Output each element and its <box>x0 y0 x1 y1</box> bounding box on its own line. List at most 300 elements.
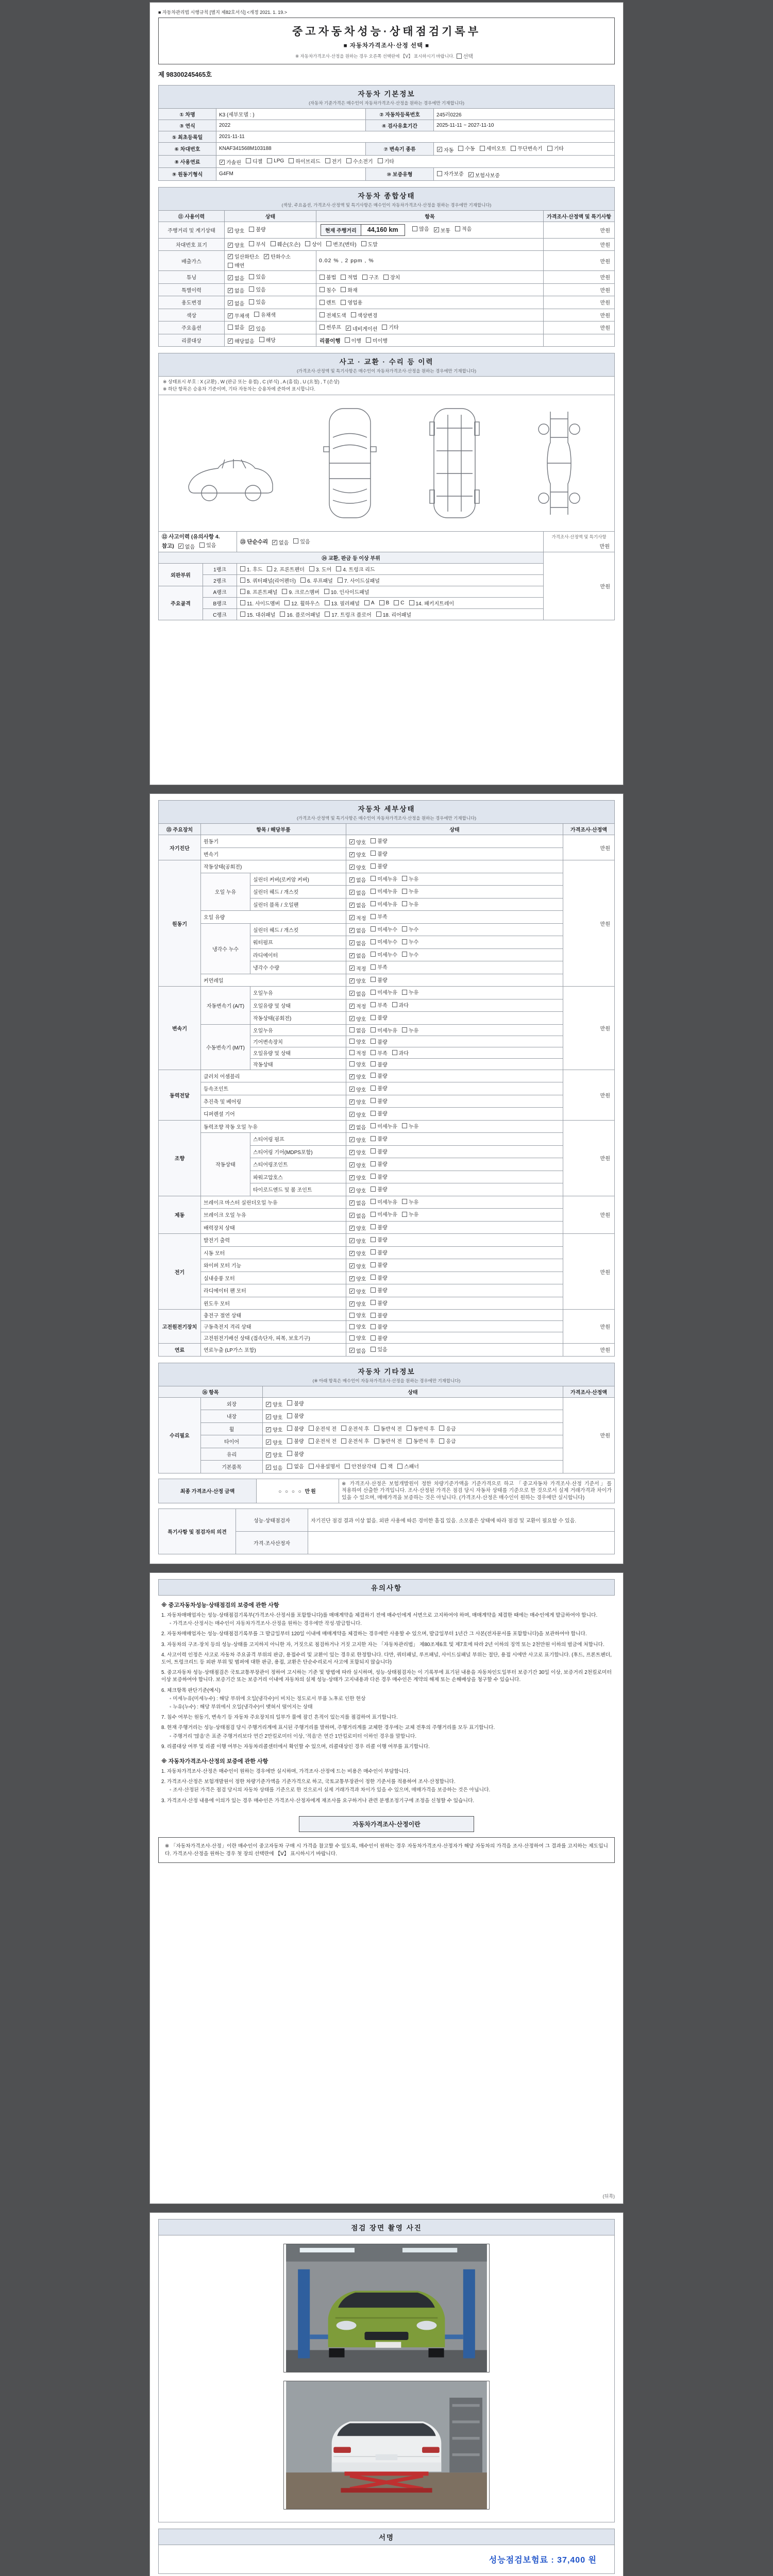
page-subtitle: ■ 자동차가격조사·산정 선택 ■ <box>343 43 430 49</box>
device-subgroup: 수동변속기 (M/T) <box>201 1024 250 1070</box>
field-label: ⑨ 원동기형식 <box>159 168 216 181</box>
row-label: 용도변경 <box>159 296 225 309</box>
rankC-checks <box>237 608 544 620</box>
state-checks <box>346 1012 563 1025</box>
usage-change-detail-checks <box>316 296 544 309</box>
car-top-view-diagram <box>311 401 389 525</box>
col-price: 가격조사·산정액 <box>563 1386 615 1397</box>
tuning-checks <box>225 271 316 284</box>
checkbox-unchecked: 양호 <box>349 1038 366 1045</box>
checkbox-checked: ✓ 적정 <box>350 965 366 972</box>
rank2-checks <box>237 574 544 586</box>
options-checks <box>225 321 316 334</box>
checkbox-unchecked: 미세누유 <box>371 988 397 996</box>
basic-info-table <box>158 108 615 181</box>
checkbox-unchecked: 미세누유 <box>371 875 397 883</box>
state-checks <box>346 1082 563 1095</box>
section-note: (가격조사·산정액 및 특기사항은 매수인이 자동차가격조사·산정을 원하는 경우에만 기재합니다) <box>296 816 477 821</box>
checkbox-unchecked: 불량 <box>371 1248 387 1256</box>
checkbox-unchecked: 누수 <box>402 938 418 945</box>
device-item: 워터펌프 <box>250 936 346 949</box>
device-item: 스티어링 기어(MDPS포함) <box>250 1145 346 1158</box>
device-item: 실린더 커버(로커암 커버) <box>250 873 346 886</box>
etc-item: 외장 <box>201 1397 263 1410</box>
state-checks <box>263 1461 563 1473</box>
recall-detail-cell <box>316 334 544 347</box>
device-item: 실린더 헤드 / 개스킷 <box>250 886 346 899</box>
checkbox-checked: ✓ 양호 <box>350 1288 366 1295</box>
checkbox-unchecked: 불량 <box>371 1299 387 1307</box>
state-checks <box>346 987 563 999</box>
device-item: 스티어링 펌프 <box>250 1133 346 1146</box>
mileage-cell <box>316 222 544 238</box>
overall-condition-table <box>158 210 615 347</box>
checkbox-unchecked: 불량 <box>371 1084 387 1092</box>
checkbox-checked: ✓ 없음 <box>350 1124 366 1131</box>
notice-line: 8. 현재 주행거리는 성능·상태점검 당시 주행거리계에 표시된 주행거리를 말하며, 주행거리계를 교체한 경우에는 교체 전후의 주행거리를 모두 표기합니다. <box>161 1725 495 1731</box>
checkbox-checked: ✓ 있음 <box>266 1464 283 1471</box>
checkbox-checked: ✓ 없음 <box>179 543 195 550</box>
checkbox-unchecked: 불량 <box>371 1160 387 1167</box>
checkbox-unchecked: 하이브리드 <box>289 157 320 165</box>
checkbox-unchecked: 미세누유 <box>371 1198 397 1206</box>
tuning-detail-checks <box>316 271 544 284</box>
checkbox-unchecked: 없음 <box>228 323 244 331</box>
device-item: 브레이크 오일 누유 <box>201 1209 346 1222</box>
checkbox-unchecked: 부식 <box>249 240 265 248</box>
checkbox-unchecked: 누유 <box>402 1210 418 1218</box>
checkbox-checked: ✓ 없음 <box>350 927 366 934</box>
checkbox-unchecked: 무단변속기 <box>511 144 542 152</box>
inspection-photo-rear <box>283 2381 490 2510</box>
field-label: ③ 연식 <box>159 120 216 131</box>
checkbox-unchecked: 자가보증 <box>437 170 464 177</box>
checkbox-unchecked: 17. 트렁크 플로어 <box>325 611 371 618</box>
checkbox-unchecked: 있음 <box>199 541 216 549</box>
device-item: 작동상태(공회전) <box>201 860 346 873</box>
notice-line: ※ 자동차가격조사·산정의 보증에 관한 사항 <box>161 1758 268 1765</box>
price-cell: 만원 <box>563 860 615 987</box>
row-label: 주요옵션 <box>159 321 225 334</box>
checkbox-unchecked: 없음 <box>287 1462 304 1470</box>
device-group: 조향 <box>159 1120 201 1196</box>
section-overall-condition <box>158 187 615 211</box>
checkbox-unchecked: 해당 <box>259 336 276 344</box>
state-checks <box>346 1108 563 1121</box>
recall-done-label: 리콜이행 <box>320 338 341 344</box>
checkbox-unchecked: 부족 <box>371 1001 387 1009</box>
state-checks <box>346 1158 563 1171</box>
checkbox-unchecked: 6. 루프패널 <box>300 577 333 584</box>
field-label: ① 차명 <box>159 109 216 120</box>
state-checks <box>346 860 563 873</box>
state-checks <box>263 1435 563 1448</box>
state-checks <box>346 835 563 848</box>
checkbox-checked: ✓ 없음 <box>228 275 245 282</box>
field-label: ⑧ 사용연료 <box>159 155 216 168</box>
checkbox-unchecked: 불량 <box>287 1425 304 1432</box>
checkbox-checked: ✓ 보통 <box>434 227 450 234</box>
checkbox-unchecked: 동반석 후 <box>407 1437 434 1445</box>
checkbox-checked: ✓ 양호 <box>350 1149 366 1156</box>
section-etc-info <box>158 1363 615 1386</box>
state-checks <box>346 1024 563 1036</box>
field-label: ⑦ 변속기 종류 <box>366 143 434 156</box>
checkbox-checked: ✓ 양호 <box>350 978 366 985</box>
inspection-photo-front <box>283 2244 490 2372</box>
checkbox-unchecked: 불량 <box>371 1038 387 1045</box>
form-reference: ■ 자동차관리법 시행규칙 [별지 제82호서식] <개정 2021. 1. 19.> <box>158 10 287 15</box>
row-label: 특별이력 <box>159 283 225 296</box>
notice-line: 7. 침수 여부는 원동기, 변속기 등 자동차 주요장치의 일부가 물에 잠긴 흔적이 있는지를 점검하여 표기합니다. <box>161 1715 398 1721</box>
checkbox-unchecked: 누수 <box>402 951 418 958</box>
price-cell: 만원 <box>563 1344 615 1357</box>
device-item: 오일유량 및 상태 <box>250 1047 346 1058</box>
accident-history-checks <box>178 544 221 549</box>
price-appraisal-box-text: ※ 「자동차가격조사·산정」이란 매수인이 중고자동차 구매 시 가격을 참고할 수 있도록, 매수인이 원하는 경우 자동차가격조사·산정자가 해당 자동차의 가격을 조사·산정하여 그 결과를 고지하는 제도입니다. 가격조사·산정을 원하는 경우 첫 장의 선택란에 【Ⅴ】 표시하시기 바랍니다. <box>158 1837 615 1863</box>
state-checks <box>346 886 563 899</box>
col-price: 가격조사·산정액 및 특기사항 <box>544 210 615 222</box>
checkbox-unchecked: 미이행 <box>366 336 388 344</box>
price-cell: 만원 <box>563 1196 615 1234</box>
price-cell: 만원 <box>544 296 615 309</box>
device-item: 오일 유량 <box>201 911 346 924</box>
etc-item: 유리 <box>201 1448 263 1461</box>
device-subgroup: 자동변속기 (A/T) <box>201 987 250 1025</box>
checkbox-checked: ✓ 양호 <box>350 1187 366 1194</box>
checkbox-unchecked: C <box>394 600 404 606</box>
checkbox-checked: ✓ 양호 <box>350 1250 366 1257</box>
notice-line: ◦ 누유(누수) : 해당 부위에서 오일(냉각수)이 맺혀서 떨어지는 상태 <box>170 1704 313 1710</box>
device-group: 원동기 <box>159 860 201 987</box>
checkbox-unchecked: 전체도색 <box>320 311 346 319</box>
device-item: 오일유량 및 상태 <box>250 999 346 1012</box>
field-label: ② 자동차등록번호 <box>366 109 434 120</box>
section-basic-info <box>158 85 615 109</box>
checkbox-unchecked: 동반석 전 <box>374 1425 402 1432</box>
checkbox-checked: ✓ 네비게이션 <box>346 325 378 332</box>
state-checks <box>346 1036 563 1047</box>
state-checks <box>346 1332 563 1344</box>
section-title: 사고 · 교환 · 수리 등 이력 <box>339 358 434 366</box>
final-price-label: 최종 가격조사·산정 금액 <box>159 1479 257 1503</box>
checkbox-unchecked: 7. 사이드실패널 <box>338 577 380 584</box>
rankA-checks <box>237 586 544 597</box>
fuel-checks <box>216 155 615 168</box>
device-item: 작동상태(공회전) <box>250 1012 346 1025</box>
emission-checks <box>225 251 316 271</box>
device-item: 등속조인트 <box>201 1082 346 1095</box>
checkbox-unchecked: 변조(변타) <box>326 240 356 248</box>
section-title: 점검 장면 촬영 사진 <box>351 2224 422 2232</box>
checkbox-checked: ✓ 없음 <box>228 300 245 307</box>
checkbox-unchecked: 유채색 <box>254 311 276 318</box>
price-cell: 만원 <box>563 835 615 860</box>
checkbox-unchecked: 구조 <box>362 273 379 281</box>
col-state: 상태 <box>263 1386 563 1397</box>
model-year-value: 2022 <box>216 120 366 131</box>
legend-basis: ※ 하단 항목은 승용차 기준이며, 기타 자동차는 승용차에 준하여 표시합니다. <box>163 386 315 392</box>
notice-line: ◦ 조사·산정된 가격은 점검 당시의 자동차 상태를 기준으로 한 것으로서 실제 거래가격과 차이가 있을 수 있으며, 매매가격을 보증하는 것은 아닙니다. <box>170 1787 491 1793</box>
device-item: 추진축 및 베어링 <box>201 1095 346 1108</box>
checkbox-checked: ✓ 양호 <box>228 242 245 249</box>
checkbox-unchecked: 3. 도어 <box>309 565 331 573</box>
checkbox-unchecked: 전기 <box>325 157 342 165</box>
notice-line: 6. 체크항목 판단기준(예시) <box>161 1687 221 1693</box>
device-group: 동력전달 <box>159 1070 201 1120</box>
checkbox-unchecked: 불법 <box>320 273 336 281</box>
state-checks <box>346 936 563 949</box>
checkbox-unchecked: 기타 <box>382 323 398 331</box>
checkbox-unchecked: 운전석 전 <box>309 1425 337 1432</box>
checkbox-unchecked: 불량 <box>287 1399 304 1407</box>
simple-repair-cell <box>237 532 544 552</box>
checkbox-unchecked: 영업용 <box>341 298 362 306</box>
doc-number: 제 98300245465호 <box>158 71 212 78</box>
price-cell: 만원 <box>563 1397 615 1473</box>
checkbox-unchecked: 13. 필러패널 <box>325 599 360 607</box>
legend-codes: ※ 상태표시 부호 : X (교환) , W (판금 또는 용접) , C (부식) , A (흠집) , U (요철) , T (손상) <box>163 379 340 384</box>
section-note: (※ 아래 항목은 매수인이 자동차가격조사·산정을 원하는 경우에만 기재합니다) <box>312 1378 461 1383</box>
checkbox-unchecked: 1. 후드 <box>240 565 262 573</box>
current-mileage-box <box>321 224 405 236</box>
checkbox-unchecked: 미세누유 <box>371 887 397 895</box>
checkbox-checked: ✓ 양호 <box>350 1162 366 1169</box>
state-checks <box>346 948 563 961</box>
color-checks <box>225 309 316 321</box>
checkbox-unchecked: 불량 <box>371 1274 387 1281</box>
checkbox-unchecked: 불량 <box>371 1060 387 1068</box>
state-code-legend <box>158 377 615 395</box>
price-cell: 만원 <box>563 1310 615 1344</box>
row-label: 주행거리 및 계기상태 <box>159 222 225 238</box>
registration-number-value: 245러0226 <box>434 109 615 120</box>
checkbox-unchecked: 미세누수 <box>371 938 397 945</box>
checkbox-checked: ✓ 탄화수소 <box>264 253 291 260</box>
checkbox-checked: ✓ 없음 <box>350 1212 366 1219</box>
checkbox-unchecked: 누수 <box>402 925 418 933</box>
device-item: 실내송풍 모터 <box>201 1272 346 1284</box>
state-checks <box>346 1058 563 1070</box>
appraiser-role: 가격·조사산정자 <box>236 1532 308 1554</box>
repair-needed-group: 수리필요 <box>159 1397 201 1473</box>
mileage-value: 44,160 km <box>367 226 398 233</box>
rank-label: A랭크 <box>203 586 237 597</box>
checkbox-unchecked: 10. 인사이드패널 <box>324 588 369 596</box>
device-item: 배력장치 상태 <box>201 1221 346 1234</box>
color-detail-checks <box>316 309 544 321</box>
checkbox-unchecked: 있음 <box>371 1345 387 1353</box>
engine-type-value: G4FM <box>216 168 366 181</box>
checkbox-checked: ✓ 양호 <box>266 1414 283 1421</box>
section-note: (가격조사·산정액 및 특기사항은 매수인이 자동차가격조사·산정을 원하는 경우에만 기재합니다) <box>296 368 477 374</box>
checkbox-unchecked: 운전석 후 <box>341 1425 369 1432</box>
price-cell: 만원 <box>544 552 615 620</box>
page-title: 중고자동차성능·상태점검기록부 <box>292 26 481 38</box>
device-item: 연료누출 (LP가스 포함) <box>201 1344 346 1357</box>
checkbox-checked: ✓ 없음 <box>350 902 366 909</box>
appraiser-comment <box>308 1532 615 1554</box>
col-item: 항목 / 해당부품 <box>201 824 346 835</box>
checkbox-checked: ✓ 없음 <box>350 953 366 959</box>
checkbox-unchecked: 적음 <box>455 225 472 232</box>
price-unit: 만원 <box>599 544 610 550</box>
notice-line: 1. 자동차가격조사·산정은 매수인이 원하는 경우에만 실시하며, 가격조사·산정에 드는 비용은 매수인이 부담합니다. <box>161 1769 410 1775</box>
checkbox-unchecked: 응급 <box>439 1437 456 1445</box>
checkbox-unchecked: 누유 <box>402 887 418 895</box>
checkbox-unchecked: 디젤 <box>246 157 262 165</box>
checkbox-checked: ✓ 없음 <box>350 1347 366 1354</box>
back-side-note: (뒤쪽) <box>602 2194 615 2199</box>
checkbox-unchecked: 양호 <box>349 1060 366 1068</box>
checkbox-checked: ✓ 없음 <box>228 287 245 294</box>
state-checks <box>263 1397 563 1410</box>
checkbox-unchecked: 운전석 후 <box>341 1437 369 1445</box>
checkbox-unchecked: 부족 <box>371 1049 387 1057</box>
title-box <box>158 18 615 64</box>
detail-condition-table <box>158 823 615 1357</box>
checkbox-unchecked: 2. 프론트펜더 <box>267 565 304 573</box>
rank-label: B랭크 <box>203 597 237 608</box>
checkbox-unchecked: 이행 <box>345 336 361 344</box>
checkbox-checked: ✓ 양호 <box>350 1086 366 1093</box>
device-item: 동력조향 작동 오일 누유 <box>201 1120 346 1133</box>
checkbox-unchecked: 16. 플로어패널 <box>280 611 320 618</box>
checkbox-unchecked: 세미오토 <box>480 144 507 152</box>
state-checks <box>346 848 563 860</box>
car-name-value: K3 (세부모델 : ) <box>216 109 366 120</box>
vin-value: KNAF341568M103188 <box>216 143 366 156</box>
checkbox-unchecked: 18. 리어패널 <box>376 611 411 618</box>
state-checks <box>263 1410 563 1423</box>
rank1-checks <box>237 563 544 574</box>
odometer-state-checks <box>225 222 316 238</box>
remarks-table <box>158 1509 615 1554</box>
etc-item: 기본품목 <box>201 1461 263 1473</box>
section-note: (자동차 기준가격은 매수인이 자동차가격조사·산정을 원하는 경우에만 기재합니다) <box>309 100 464 106</box>
insurance-fee-value: 37,400 원 <box>557 2556 597 2565</box>
checkbox-checked: ✓ 양호 <box>350 1175 366 1181</box>
checkbox-checked: ✓ 양호 <box>350 1263 366 1270</box>
exchange-header: ⑭ 교환, 판금 등 이상 부위 <box>159 552 544 563</box>
checkbox-unchecked: 훼손(오손) <box>271 240 300 248</box>
checkbox-unchecked: 불량 <box>371 1013 387 1021</box>
car-side-view-diagram <box>176 401 284 525</box>
row-label: 리콜대상 <box>159 334 225 347</box>
page-4 <box>149 2212 624 2576</box>
checkbox-unchecked: 없음 <box>349 1026 366 1034</box>
section-detail-condition <box>158 800 615 824</box>
col-state: 상태 <box>346 824 563 835</box>
state-checks <box>263 1422 563 1435</box>
checkbox-checked: ✓ 적정 <box>350 914 366 922</box>
checkbox-checked: ✓ 양호 <box>266 1439 283 1446</box>
checkbox-unchecked: 불량 <box>371 1286 387 1294</box>
checkbox-checked: ✓ 양호 <box>266 1452 283 1459</box>
price-cell <box>544 334 615 347</box>
state-checks <box>346 1234 563 1247</box>
checkbox-unchecked: 불량 <box>371 850 387 857</box>
checkbox-unchecked: 14. 패키지트레이 <box>409 599 455 607</box>
final-price-table <box>158 1479 615 1504</box>
signature-area <box>158 2545 615 2574</box>
checkbox-checked: ✓ 양호 <box>350 852 366 858</box>
outer-panel-group: 외판부위 <box>159 563 203 586</box>
remarks-label: 특기사항 및 점검자의 의견 <box>159 1509 236 1554</box>
checkbox-unchecked: 양호 <box>349 1311 366 1319</box>
checkbox-unchecked: 적정 <box>349 1049 366 1057</box>
col-usage-history: ⑪ 사용이력 <box>159 210 225 222</box>
price-select-checkbox <box>457 52 478 60</box>
checkbox-unchecked: 양호 <box>349 1334 366 1342</box>
section-notice <box>158 1579 615 1596</box>
rank-label: C랭크 <box>203 608 237 620</box>
notice-line: ◦ 주행거리 '많음'은 표준 주행거리보다 연간 2만킬로미터 이상, '적음'은 연간 1만킬로미터 이하인 경우를 말합니다. <box>170 1733 417 1739</box>
checkbox-checked: ✓ 자동 <box>438 146 454 154</box>
state-checks <box>346 1272 563 1284</box>
checkbox-unchecked: 스패너 <box>397 1462 419 1470</box>
mileage-label: 현재 주행거리 <box>321 225 361 235</box>
checkbox-checked: ✓ 없음 <box>350 940 366 947</box>
checkbox-checked: ✓ 없음 <box>350 1200 366 1207</box>
checkbox-unchecked: 있음 <box>293 537 310 545</box>
checkbox-unchecked: 기타 <box>547 144 564 152</box>
checkbox-unchecked: 불량 <box>371 1261 387 1268</box>
checkbox-checked: ✓ 없음 <box>350 877 366 884</box>
device-item: 시동 모터 <box>201 1246 346 1259</box>
device-item: 고전원전기배선 상태 (접속단자, 피복, 보호기구) <box>201 1332 346 1344</box>
checkbox-unchecked: 5. 쿼터패널(리어펜더) <box>240 577 296 584</box>
checkbox-unchecked: 미세누수 <box>371 925 397 933</box>
checkbox-unchecked: 불량 <box>371 1223 387 1231</box>
simple-repair-label: ⑬ 단순수리 <box>240 539 268 545</box>
state-checks <box>346 1321 563 1332</box>
checkbox-checked: ✓ 양호 <box>350 1301 366 1308</box>
simple-repair-checks <box>272 539 315 545</box>
checkbox-unchecked: 불량 <box>371 1109 387 1117</box>
price-select-line <box>163 52 610 60</box>
state-checks <box>346 1209 563 1222</box>
checkbox-checked: ✓ 양호 <box>266 1427 283 1433</box>
checkbox-checked: ✓ 있음 <box>249 325 266 332</box>
checkbox-unchecked: 적법 <box>341 273 357 281</box>
insurance-fee-label: 성능점검보험료 : <box>489 2556 554 2565</box>
checkbox-unchecked: 동반석 후 <box>407 1425 434 1432</box>
section-title: 자동차 종합상태 <box>358 192 415 200</box>
inspection-period-value: 2025-11-11 ~ 2027-11-10 <box>434 120 615 131</box>
price-cell: 만원 <box>544 238 615 251</box>
checkbox-unchecked: 8. 프론트패널 <box>240 588 277 596</box>
checkbox-unchecked: 상이 <box>305 240 322 248</box>
notice-line: 1. 자동차매매업자는 성능·상태점검기록부(가격조사·산정서를 포함합니다)를 매매계약을 체결하기 전에 매수인에게 서면으로 고지하여야 하며, 매매계약을 체결한 때에는 매수인에게 발급하여야 합니다. <box>161 1613 598 1618</box>
first-registration-value: 2021-11-11 <box>216 131 615 143</box>
recall-done-checks <box>345 338 392 344</box>
notice-line: 3. 자동차의 구조·장치 등의 성능·상태를 고지하지 아니한 자, 거짓으로 점검하거나 거짓 고지한 자는 「자동차관리법」 제80조제6호 및 제7호에 따라 2년 이하의 징역 또는 2천만원 이하의 벌금에 처합니다. <box>161 1641 604 1648</box>
state-checks <box>346 1259 563 1272</box>
transmission-checks <box>434 143 615 156</box>
warranty-type-checks <box>434 168 615 181</box>
emission-values-text: 0.02 % , 2 ppm , % <box>319 258 374 264</box>
notice-line: ※ 중고자동차성능·상태점검의 보증에 관한 사항 <box>161 1602 279 1608</box>
state-checks <box>346 1171 563 1183</box>
price-cell: 만원 <box>563 1120 615 1196</box>
price-appraisal-box-title: 자동차가격조사·산정이란 <box>299 1816 474 1832</box>
state-checks <box>346 1284 563 1297</box>
device-item: 클러치 어셈블리 <box>201 1070 346 1082</box>
notice-line: 9. 리콜대상 여부 및 리콜 이행 여부는 자동차리콜센터에서 확인할 수 있으며, 리콜대상인 경우 리콜 이행 여부를 표기합니다. <box>161 1743 430 1750</box>
section-title: 서명 <box>378 2534 395 2541</box>
checkbox-unchecked: 12. 휠하우스 <box>284 599 320 607</box>
